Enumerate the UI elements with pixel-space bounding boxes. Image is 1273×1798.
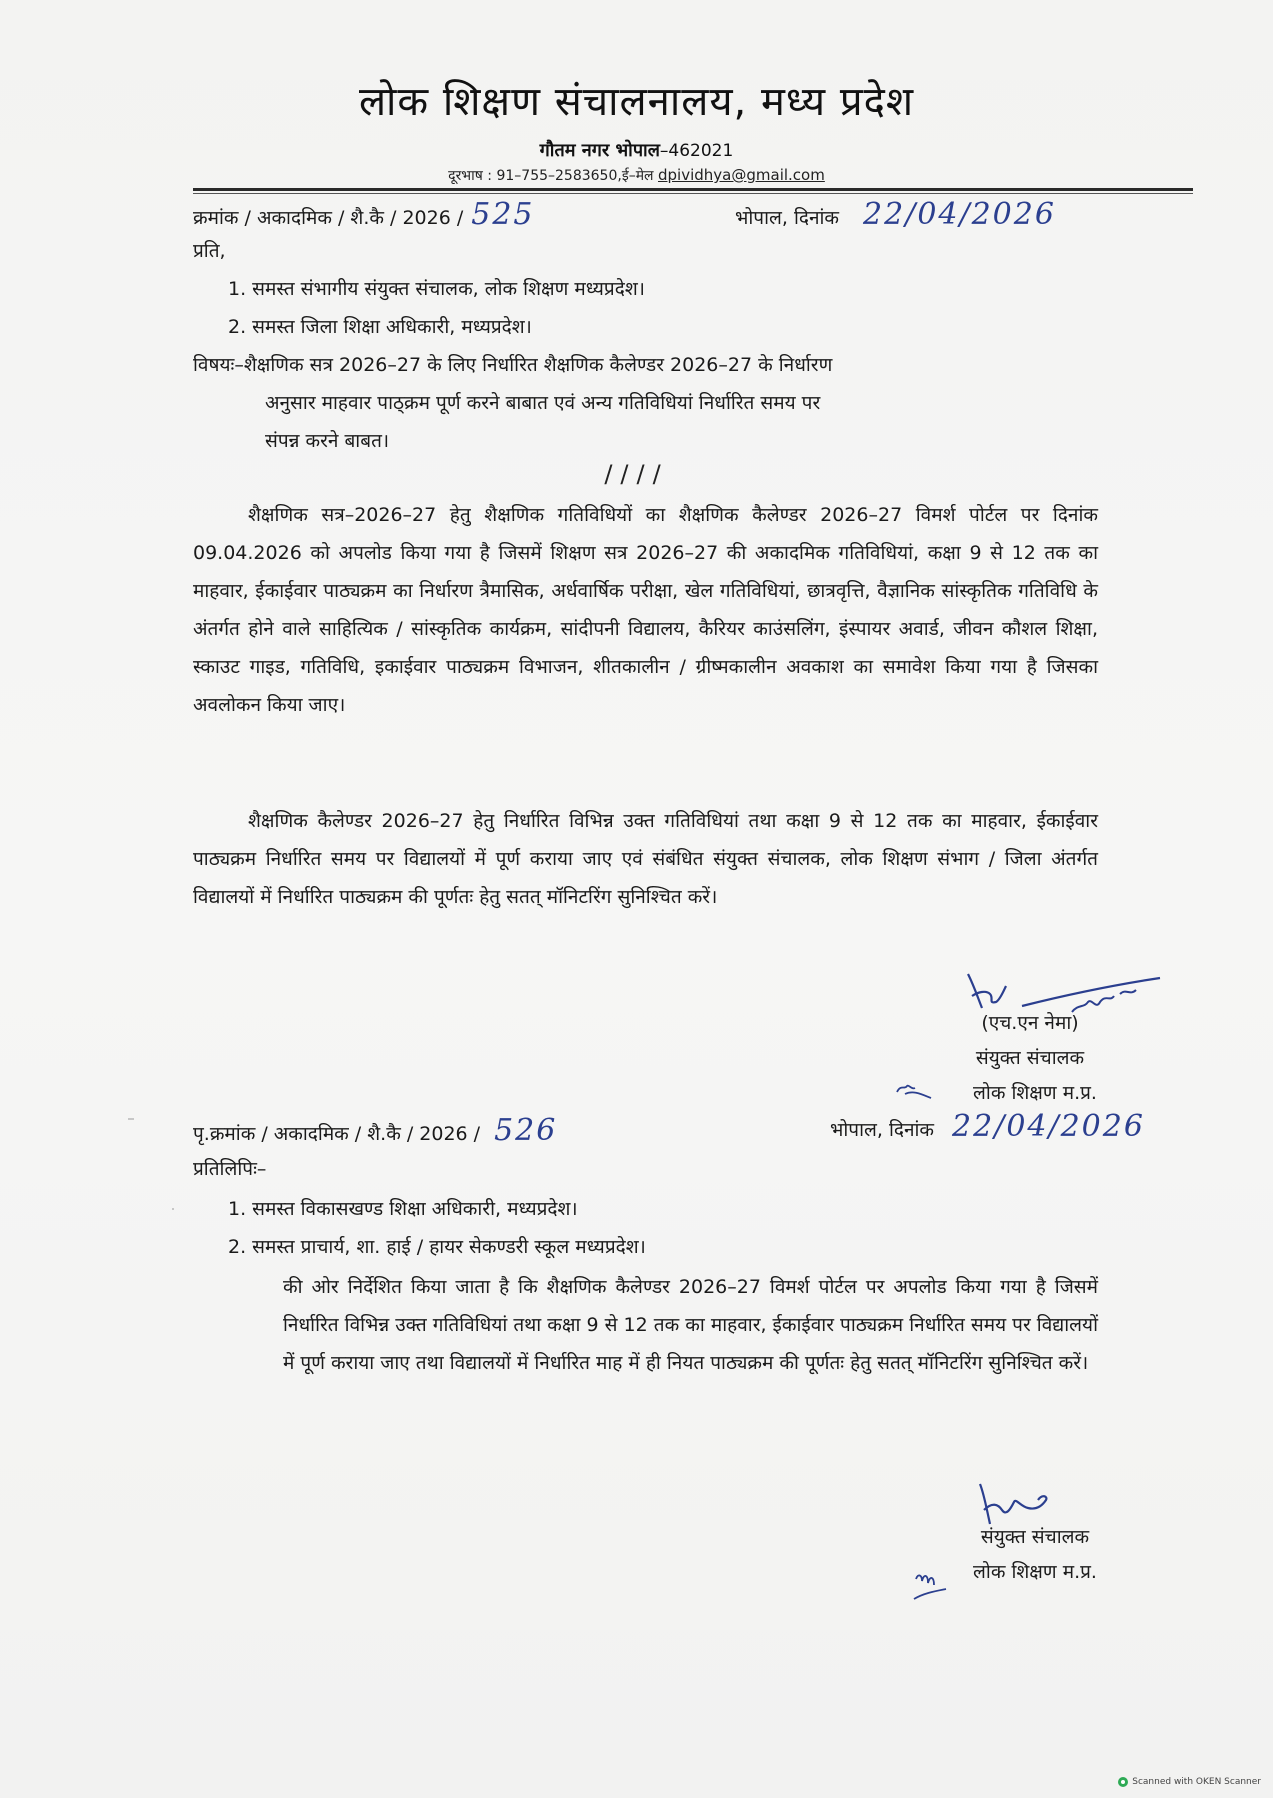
scan-speck — [172, 1208, 174, 1210]
letterhead-title: लोक शिक्षण संचालनालय, मध्य प्रदेश — [358, 79, 915, 125]
signatory-name: (एच.एन नेमा) — [981, 1012, 1079, 1034]
subject-line: संपन्न करने बाबत। — [265, 430, 390, 452]
to-label: प्रति, — [193, 240, 226, 262]
subject-line: विषयः–शैक्षणिक सत्र 2026–27 के लिए निर्धारित शैक्षणिक कैलेण्डर 2026–27 के निर्धारण — [193, 354, 833, 376]
copy-recipient-item: 2. समस्त प्राचार्य, शा. हाई / हायर सेकण्डरी स्कूल मध्यप्रदेश। — [228, 1236, 646, 1258]
address-locality: गौतम नगर भोपाल — [539, 140, 660, 161]
subject-line: अनुसार माहवार पाठ्क्रम पूर्ण करने बाबात एवं अन्य गतिविधियां निर्धारित समय पर — [265, 392, 821, 414]
body-paragraph-1: शैक्षणिक सत्र–2026–27 हेतु शैक्षणिक गतिविधियों का शैक्षणिक कैलेण्डर 2026–27 विमर्श पोर्टल पर दिनांक 09.04.2026 को अपलोड किया गया है जिसमें शिक्षण सत्र 2026–27 की अकादमिक गतिविधियां, कक्षा 9 से 12 तक का माहवार, ईकाईवार पाठ्यक्रम का निर्धारण त्रैमासिक, अर्धवार्षिक परीक्षा, खेल गतिविधियां, छात्रवृत्ति, वैज्ञानिक सांस्कृतिक गतिविधि के अंतर्गत होने वाले साहित्यिक / सांस्कृतिक कार्यक्रम, सांदीपनी विद्यालय, कैरियर काउंसलिंग, इंस्पायर अवार्ड, जीवन कौशल शिक्षा, स्काउट गाइड, गतिविधि, इकाईवार पाठ्यक्रम विभाजन, शीतकालीन / ग्रीष्मकालीन अवकाश का समावेश किया गया है जिसका अवलोकन किया जाए। — [193, 504, 1098, 716]
order-date-handwritten: 22/04/2026 — [863, 197, 1056, 232]
address-pincode: –462021 — [659, 141, 734, 161]
copy-ref-prefix: पृ.क्रमांक / अकादमिक / शै.कै / 2026 / — [193, 1123, 481, 1145]
order-ref-number-handwritten: 525 — [471, 197, 535, 232]
letterhead-address — [0, 138, 1273, 162]
oken-scanner-logo-icon — [1118, 1777, 1128, 1787]
copy-place-label: भोपाल, दिनांक — [830, 1119, 935, 1141]
copy-recipient-item: 1. समस्त विकासखण्ड शिक्षा अधिकारी, मध्यप्रदेश। — [228, 1198, 578, 1220]
order-place-date — [735, 196, 1056, 237]
recipient-item: 2. समस्त जिला शिक्षा अधिकारी, मध्यप्रदेश। — [228, 316, 532, 338]
signatory-office: लोक शिक्षण म.प्र. — [973, 1082, 1097, 1104]
copy-label: प्रतिलिपिः– — [193, 1158, 267, 1180]
letterhead-contact — [0, 166, 1273, 185]
signatory-designation: संयुक्त संचालक — [975, 1047, 1085, 1069]
order-reference — [193, 196, 535, 237]
body-paragraph-2: शैक्षणिक कैलेण्डर 2026–27 हेतु निर्धारित विभिन्न उक्त गतिविधियां तथा कक्षा 9 से 12 तक का माहवार, ईकाईवार पाठ्यक्रम निर्धारित समय पर विद्यालयों में पूर्ण कराया जाए एवं संबंधित संयुक्त संचालक, लोक शिक्षण संभाग / जिला अंतर्गत विद्यालयों में निर्धारित पाठ्यक्रम की पूर्णतः हेतु सतत् मॉनिटरिंग सुनिश्चित करें। — [193, 810, 1098, 908]
scan-speck — [128, 1118, 134, 1120]
copy-signatory-office: लोक शिक्षण म.प्र. — [973, 1561, 1097, 1583]
contact-email-link[interactable]: dpividhya@gmail.com — [658, 166, 825, 184]
order-ref-prefix: क्रमांक / अकादमिक / शै.कै / 2026 / — [193, 207, 464, 229]
contact-phone: दूरभाष : 91–755–2583650,ई–मेल — [448, 168, 654, 184]
letterhead-rule-thick — [193, 188, 1193, 191]
copy-date-handwritten: 22/04/2026 — [952, 1109, 1145, 1144]
scanner-badge-text: Scanned with OKEN Scanner — [1132, 1777, 1261, 1787]
section-separator: //// — [604, 460, 669, 488]
copy-signatory-designation: संयुक्त संचालक — [980, 1526, 1090, 1548]
order-place-label: भोपाल, दिनांक — [735, 207, 840, 229]
recipient-item: 1. समस्त संभागीय संयुक्त संचालक, लोक शिक्षण मध्यप्रदेश। — [228, 278, 645, 300]
copy-reference — [193, 1112, 557, 1153]
letterhead-rule-thin — [193, 193, 1193, 194]
copy-place-date — [830, 1108, 1145, 1149]
scanner-badge — [1118, 1777, 1261, 1787]
copy-paragraph: की ओर निर्देशित किया जाता है कि शैक्षणिक कैलेण्डर 2026–27 विमर्श पोर्टल पर अपलोड किया गया है जिसमें निर्धारित विभिन्न उक्त गतिविधियां तथा कक्षा 9 से 12 तक का माहवार, ईकाईवार पाठ्यक्रम निर्धारित समय पर विद्यालयों में पूर्ण कराया जाए तथा विद्यालयों में निर्धारित माह में ही नियत पाठ्यक्रम की पूर्णतः हेतु सतत् मॉनिटरिंग सुनिश्चित करें। — [283, 1276, 1098, 1374]
copy-ref-number-handwritten: 526 — [494, 1113, 558, 1148]
